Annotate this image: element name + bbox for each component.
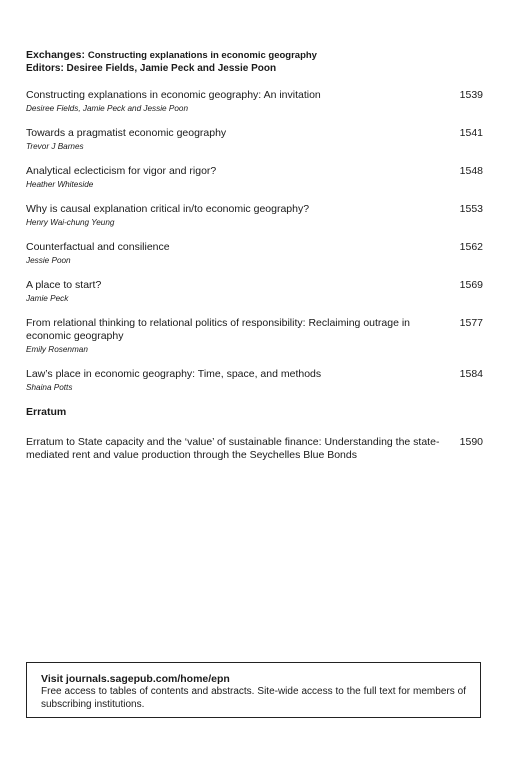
toc-entry[interactable] — [26, 165, 483, 190]
entry-title[interactable]: Counterfactual and consilience — [26, 241, 170, 253]
entry-title[interactable]: Law’s place in economic geography: Time, space, and methods — [26, 368, 322, 380]
entries-list — [26, 89, 483, 462]
entry-page-number: 1539 — [459, 89, 483, 101]
section-title-rest: Constructing explanations in economic geography — [87, 50, 317, 61]
entry-page-number: 1590 — [459, 436, 483, 448]
entry-title[interactable]: Constructing explanations in economic geography: An invitation — [26, 89, 321, 101]
section-editors: Editors: Desiree Fields, Jamie Peck and Jessie Poon — [26, 63, 277, 74]
toc-entry[interactable] — [26, 317, 483, 355]
section-title-lead: Exchanges: — [26, 49, 85, 61]
erratum-heading: Erratum — [26, 406, 67, 418]
toc-entry[interactable] — [26, 368, 483, 393]
entry-title[interactable]: Why is causal explanation critical in/to economic geography? — [26, 203, 310, 215]
entry-page-number: 1569 — [459, 279, 483, 291]
table-of-contents — [26, 49, 483, 475]
entry-title[interactable]: Analytical eclecticism for vigor and rigor? — [26, 165, 217, 177]
entry-title[interactable]: From relational thinking to relational politics of responsibility: Reclaiming outrage in economic geography — [26, 317, 411, 342]
entry-title[interactable]: A place to start? — [26, 279, 102, 291]
entry-author: Desiree Fields, Jamie Peck and Jessie Poon — [26, 104, 189, 113]
entry-page-number: 1553 — [459, 203, 483, 215]
entry-author: Emily Rosenman — [26, 345, 88, 354]
journal-info-box — [26, 662, 481, 718]
entry-page-number: 1577 — [459, 317, 483, 329]
entry-author: Shaina Potts — [26, 383, 73, 392]
entry-page-number: 1541 — [459, 127, 483, 139]
toc-entry[interactable] — [26, 89, 483, 114]
entry-title[interactable]: Erratum to State capacity and the ‘value’ of sustainable finance: Understanding the state-mediated rent and value production through the Seychelles Blue Bonds — [26, 436, 440, 461]
toc-entry[interactable] — [26, 241, 483, 266]
entry-page-number: 1548 — [459, 165, 483, 177]
journal-access-note: Free access to tables of contents and abstracts. Site-wide access to the full text for members of subscribing institutions. — [41, 686, 466, 710]
entry-author: Jessie Poon — [26, 256, 71, 265]
toc-entry-erratum[interactable] — [26, 436, 483, 462]
entry-author: Jamie Peck — [26, 294, 69, 303]
section-title — [26, 49, 483, 62]
entry-author: Trevor J Barnes — [26, 142, 84, 151]
entry-author: Henry Wai-chung Yeung — [26, 218, 115, 227]
entry-page-number: 1562 — [459, 241, 483, 253]
toc-entry[interactable] — [26, 127, 483, 152]
entry-author: Heather Whiteside — [26, 180, 94, 189]
toc-entry[interactable] — [26, 279, 483, 304]
toc-entry[interactable] — [26, 203, 483, 228]
entry-title[interactable]: Towards a pragmatist economic geography — [26, 127, 227, 139]
journal-website-link[interactable]: Visit journals.sagepub.com/home/epn — [41, 673, 230, 685]
entry-page-number: 1584 — [459, 368, 483, 380]
